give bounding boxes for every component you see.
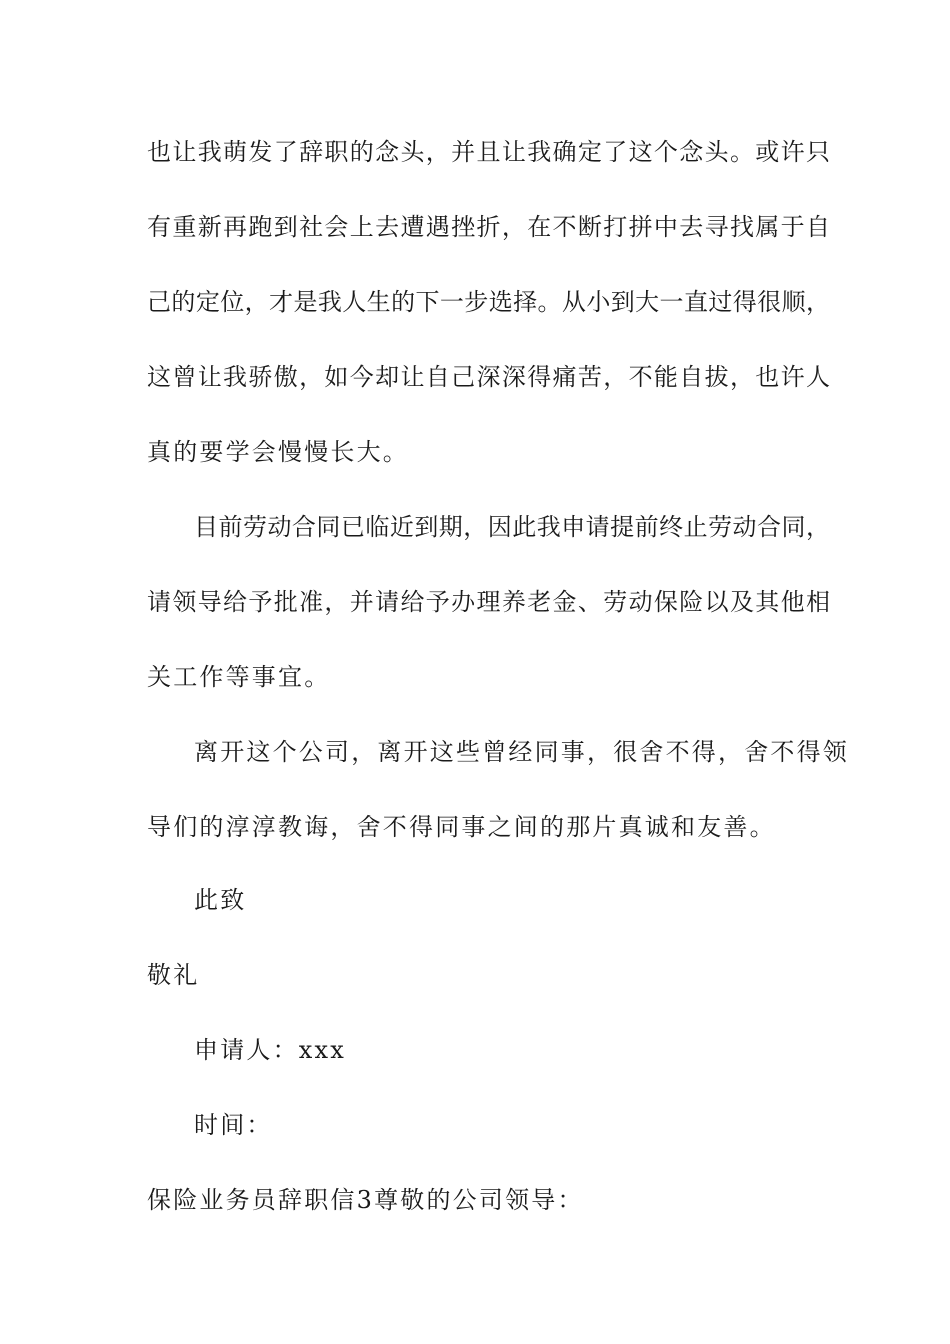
paragraph1-line4: 这曾让我骄傲，如今却让自己深深得痛苦，不能自拔，也许人 (147, 363, 830, 391)
paragraph3-line1: 离开这个公司，离开这些曾经同事，很舍不得，舍不得领 (194, 738, 849, 766)
paragraph1-line5: 真的要学会慢慢长大。 (147, 438, 409, 466)
paragraph2-line2: 请领导给予批准，并请给予办理养老金、劳动保险以及其他相 (147, 588, 830, 616)
next-letter-heading: 保险业务员辞职信3尊敬的公司领导： (147, 1186, 584, 1214)
paragraph1-line3: 己的定位，才是我人生的下一步选择。从小到大一直过得很顺， (147, 288, 830, 316)
paragraph1-line2: 有重新再跑到社会上去遭遇挫折，在不断打拼中去寻找属于自 (147, 213, 830, 241)
applicant-signature: 申请人：xxx (194, 1036, 347, 1064)
paragraph3-line2: 导们的淳淳教诲，舍不得同事之间的那片真诚和友善。 (147, 813, 776, 841)
closing-regards: 敬礼 (147, 961, 200, 989)
paragraph2-line3: 关工作等事宜。 (147, 663, 331, 691)
closing-salutation: 此致 (194, 886, 247, 914)
paragraph2-line1: 目前劳动合同已临近到期，因此我申请提前终止劳动合同， (194, 513, 830, 541)
paragraph1-line1: 也让我萌发了辞职的念头，并且让我确定了这个念头。或许只 (147, 138, 830, 166)
application-date: 时间： (194, 1111, 273, 1139)
